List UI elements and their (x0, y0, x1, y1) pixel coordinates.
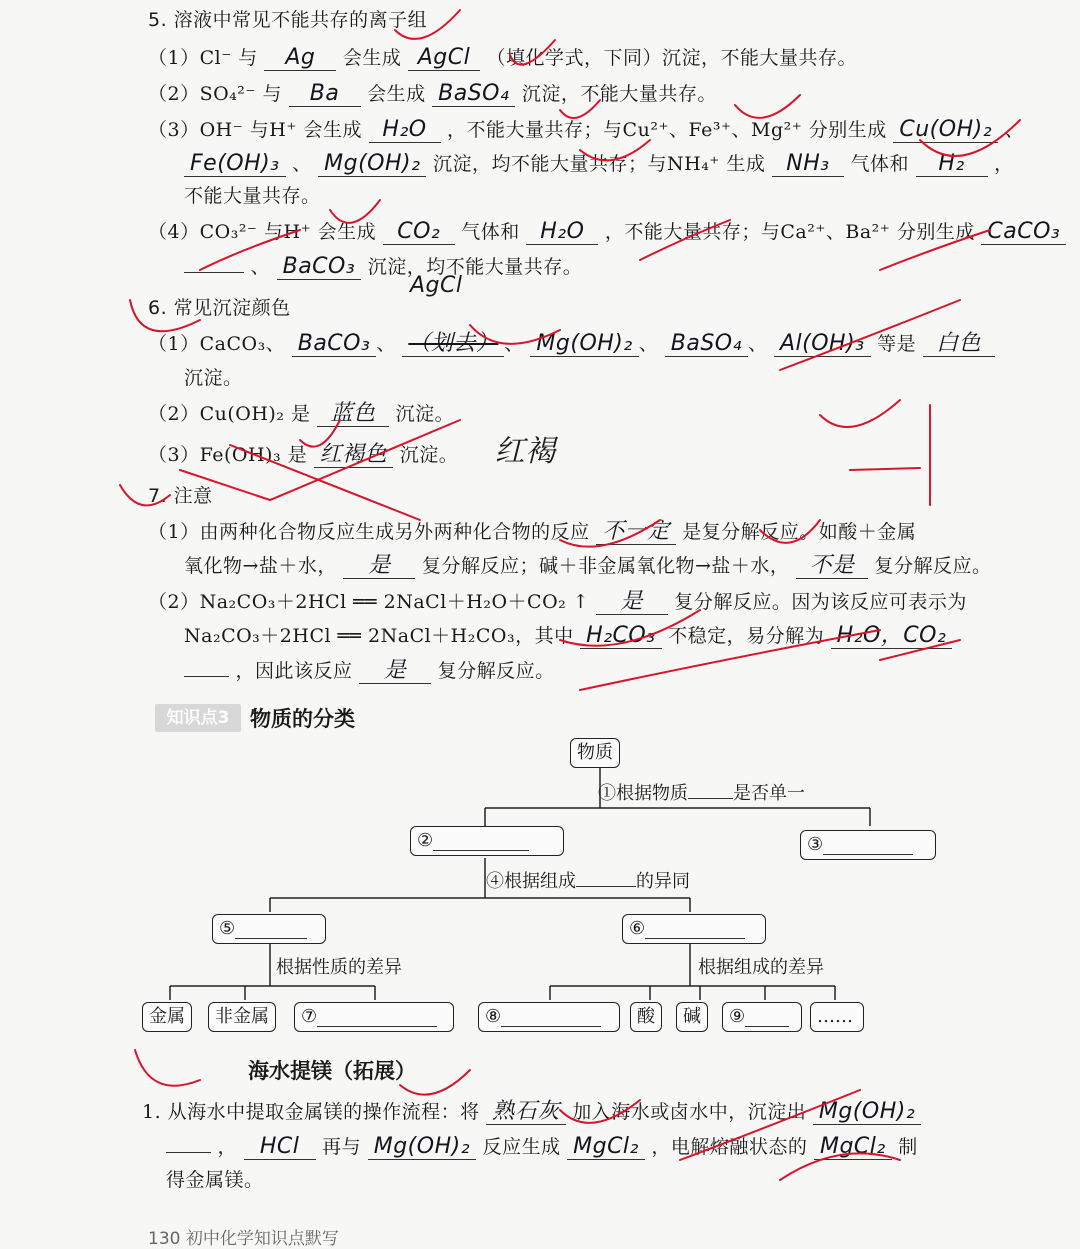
section7-heading: 7. 注意 (148, 485, 213, 507)
tree-box-9: ⑨ (722, 1002, 802, 1032)
s5-line1: （1）Cl⁻ 与 Ag 会生成 AgCl （填化学式，下同）沉淀，不能大量共存。 (148, 45, 857, 70)
answer-blank[interactable]: （划去） (402, 332, 504, 357)
s6-line1: （1）CaCO₃、 BaCO₃ 、 （划去） 、 Mg(OH)₂ 、 BaSO₄ 、 Al(OH)₃ 等是 白色 (148, 332, 995, 357)
answer-blank[interactable] (235, 920, 307, 939)
tree-root-box: 物质 (570, 738, 620, 768)
answer-blank[interactable]: MgCl₂ (567, 1135, 645, 1160)
s6-line1b: 沉淀。 (184, 367, 243, 389)
handwritten-note: 红褐 (494, 434, 556, 469)
answer-blank[interactable] (688, 780, 733, 799)
tree-box-2: ② (410, 826, 564, 856)
answer-blank[interactable]: Al(OH)₃ (774, 332, 871, 357)
answer-blank[interactable]: BaSO₄ (432, 82, 515, 107)
answer-blank[interactable]: CaCO₃ (981, 220, 1066, 245)
s5-line2: （2）SO₄²⁻ 与 Ba 会生成 BaSO₄ 沉淀，不能大量共存。 (148, 81, 717, 106)
s6-line3: （3）Fe(OH)₃ 是 红褐色 沉淀。 红褐 (148, 434, 556, 469)
answer-blank[interactable] (745, 1008, 789, 1027)
knowledge-point-badge: 知识点3 (155, 704, 241, 732)
answer-blank[interactable]: Mg(OH)₂ (318, 152, 426, 177)
answer-blank[interactable]: MgCl₂ (814, 1135, 892, 1160)
answer-blank[interactable]: 不一定 (596, 520, 676, 545)
answer-blank[interactable]: HCl (244, 1135, 316, 1160)
s7-line2c: ，因此该反应 是 复分解反应。 (184, 658, 555, 684)
answer-blank[interactable] (823, 836, 913, 855)
edge-mark (850, 468, 920, 470)
ext-line1: 1. 从海水中提取金属镁的操作流程：将 熟石灰 加入海水或卤水中，沉淀出 Mg(OH)₂ (142, 1100, 921, 1125)
answer-blank[interactable]: BaCO₃ (292, 332, 377, 357)
answer-blank[interactable]: 红褐色 (314, 443, 394, 468)
answer-blank[interactable]: 蓝色 (317, 402, 389, 427)
answer-blank[interactable]: AgCl (408, 46, 480, 71)
s5-line4: （4）CO₃²⁻ 与H⁺ 会生成 CO₂ 气体和 H₂O ，不能大量共存；与Ca²⁺、Ba²⁺ 分别生成 CaCO₃ (148, 220, 1066, 245)
answer-blank[interactable]: Mg(OH)₂ (368, 1135, 476, 1160)
tree-box-6: ⑥ (622, 914, 766, 944)
s5-line3b: Fe(OH)₃ 、 Mg(OH)₂ 沉淀，均不能大量共存；与NH₄⁺ 生成 NH₃ 气体和 H₂ ， (184, 152, 1014, 177)
tree-criterion-right: 根据组成的差异 (698, 957, 824, 978)
answer-blank[interactable]: 熟石灰 (486, 1100, 566, 1125)
check-mark (735, 95, 800, 118)
ext-line1c: 得金属镁。 (166, 1169, 264, 1191)
s7-line1b: 氧化物→盐＋水， 是 复分解反应；碱＋非金属氧化物→盐＋水， 不是 复分解反应。 (184, 553, 992, 578)
tree-box-5: ⑤ (212, 914, 326, 944)
answer-blank[interactable]: H₂O (526, 220, 598, 245)
answer-blank[interactable]: 是 (596, 590, 668, 615)
s5-line4b: 、 BaCO₃ 沉淀，均不能大量共存。 (184, 254, 582, 280)
s7-line1: （1）由两种化合物反应生成另外两种化合物的反应 不一定 是复分解反应。如酸＋金属 (148, 519, 917, 544)
s6-line2: （2）Cu(OH)₂ 是 蓝色 沉淀。 (148, 401, 455, 426)
page-footer: 130 初中化学知识点默写 (148, 1229, 339, 1249)
answer-blank[interactable]: Ba (289, 82, 361, 107)
s5-line3c: 不能大量共存。 (184, 185, 321, 207)
answer-blank[interactable] (433, 832, 529, 851)
answer-blank[interactable]: H₂O，CO₂ (831, 624, 953, 649)
answer-blank[interactable]: H₂CO₃ (580, 624, 661, 649)
answer-blank[interactable]: 白色 (923, 332, 995, 357)
answer-blank[interactable]: Ag (264, 46, 336, 71)
tree-leaf-more: …… (810, 1002, 864, 1032)
section6-heading: 6. 常见沉淀颜色 (148, 297, 291, 319)
answer-blank[interactable] (184, 658, 229, 677)
answer-blank[interactable] (166, 1134, 211, 1153)
check-mark (820, 400, 900, 427)
tree-leaf-acid: 酸 (630, 1002, 662, 1032)
answer-blank[interactable]: Fe(OH)₃ (184, 152, 286, 177)
tree-box-8: ⑧ (478, 1002, 620, 1032)
s7-line2b: Na₂CO₃＋2HCl ══ 2NaCl＋H₂CO₃，其中 H₂CO₃ 不稳定，易分解为 H₂O，CO₂ (184, 624, 952, 649)
answer-blank[interactable] (184, 254, 244, 273)
answer-blank[interactable] (645, 920, 745, 939)
answer-blank[interactable]: Mg(OH)₂ (530, 332, 638, 357)
tree-leaf-base: 碱 (676, 1002, 708, 1032)
section5-heading: 5. 溶液中常见不能共存的离子组 (148, 9, 428, 31)
answer-blank[interactable]: H₂O (369, 118, 441, 143)
tree-leaf-nonmetal: 非金属 (208, 1002, 276, 1032)
answer-blank[interactable] (501, 1008, 601, 1027)
tree-criterion-left: 根据性质的差异 (276, 957, 402, 978)
answer-blank[interactable] (576, 868, 636, 887)
answer-blank[interactable]: Mg(OH)₂ (813, 1100, 921, 1125)
section-title: 物质的分类 (250, 707, 355, 731)
answer-blank[interactable]: BaCO₃ (277, 255, 362, 280)
answer-blank[interactable] (317, 1008, 437, 1027)
answer-blank[interactable]: 是 (359, 659, 431, 684)
ext-line1b: ， HCl 再与 Mg(OH)₂ 反应生成 MgCl₂ ，电解熔融状态的 MgCl₂ 制 (166, 1134, 918, 1160)
answer-blank[interactable]: Cu(OH)₂ (893, 118, 998, 143)
tree-box-3: ③ (800, 830, 936, 860)
s7-line2: （2）Na₂CO₃＋2HCl ══ 2NaCl＋H₂O＋CO₂ ↑ 是 复分解反应。因为该反应可表示为 (148, 589, 967, 614)
s5-line3: （3）OH⁻ 与H⁺ 会生成 H₂O ，不能大量共存；与Cu²⁺、Fe³⁺、Mg²⁺ 分别生成 Cu(OH)₂ 、 (148, 117, 1025, 142)
answer-blank[interactable]: BaSO₄ (665, 332, 748, 357)
tree-criterion-4: ④根据组成 的异同 (486, 868, 690, 894)
handwritten-note: AgCl (410, 273, 463, 298)
tree-criterion-1: ①根据物质 是否单一 (598, 780, 805, 806)
tree-box-7: ⑦ (294, 1002, 454, 1032)
answer-blank[interactable]: 不是 (796, 554, 868, 579)
tree-leaf-metal: 金属 (142, 1002, 192, 1032)
answer-blank[interactable]: 是 (343, 554, 415, 579)
answer-blank[interactable]: CO₂ (383, 220, 455, 245)
check-mark (135, 1050, 200, 1086)
answer-blank[interactable]: H₂ (916, 152, 988, 177)
extension-title: 海水提镁（拓展） (248, 1059, 416, 1083)
answer-blank[interactable]: NH₃ (772, 152, 844, 177)
